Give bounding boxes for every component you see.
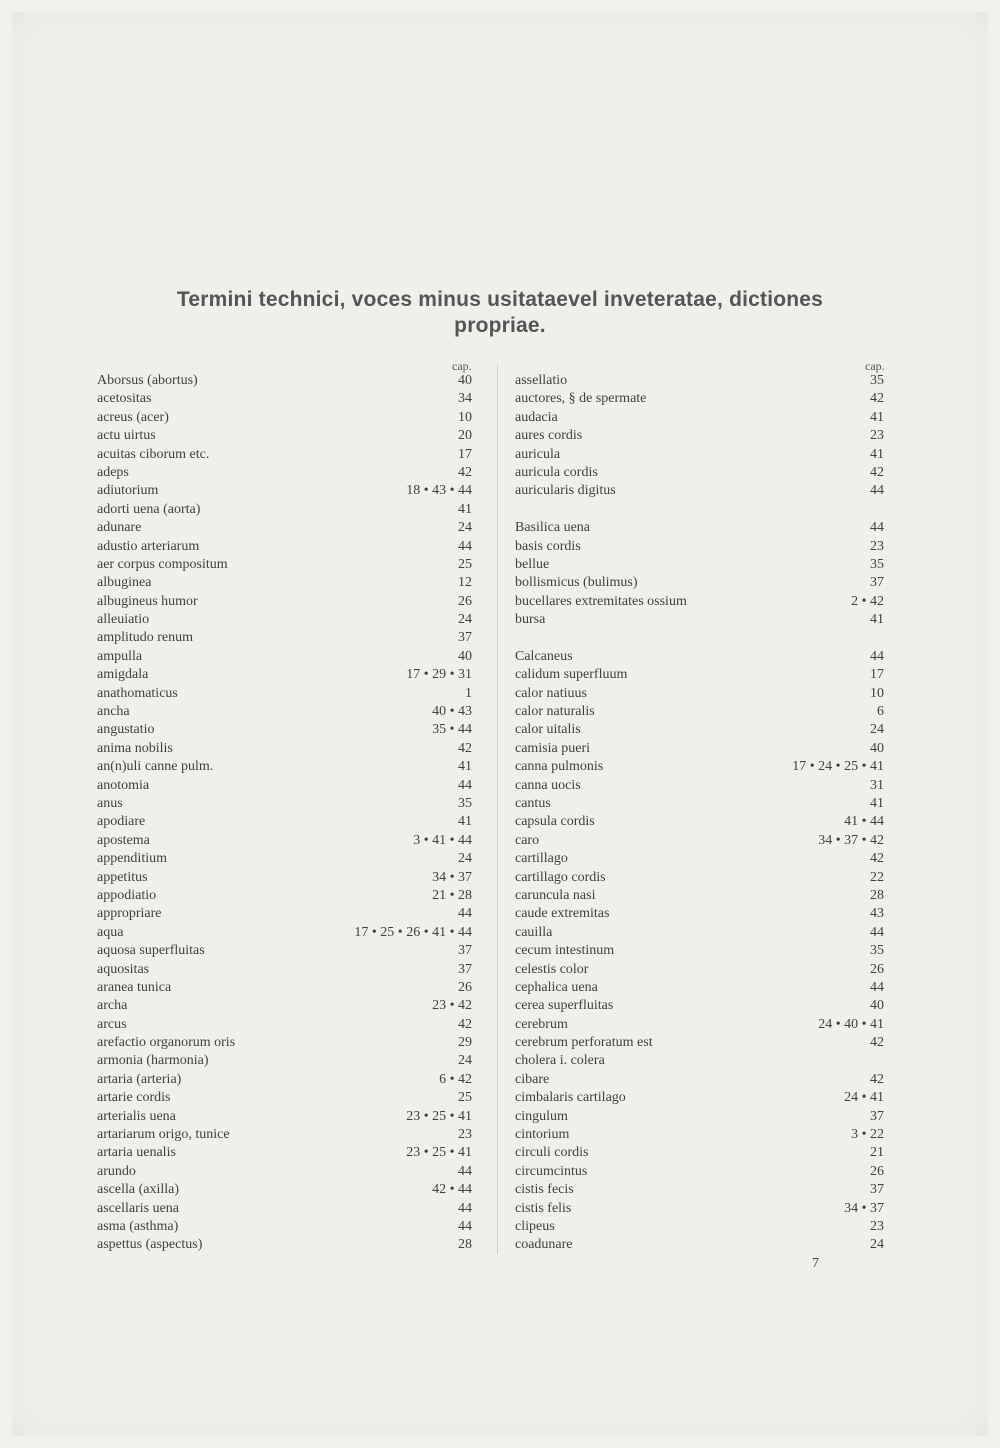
index-term: amigdala: [97, 667, 149, 683]
index-chapter-refs: 26: [458, 979, 472, 995]
index-chapter-refs: 23 • 42: [432, 998, 472, 1014]
index-entry: [97, 905, 472, 923]
index-chapter-refs: 17 • 29 • 31: [406, 667, 472, 683]
index-entry: [97, 832, 472, 850]
index-chapter-refs: 10: [870, 685, 884, 701]
index-entry: [515, 758, 884, 776]
index-chapter-refs: 35 • 44: [432, 722, 472, 738]
index-entry: [97, 574, 472, 592]
index-term: bellue: [515, 556, 550, 572]
index-chapter-refs: 26: [870, 1163, 884, 1179]
index-entry: [97, 777, 472, 795]
index-chapter-refs: 40: [870, 740, 884, 756]
index-term: cistis felis: [515, 1200, 572, 1216]
index-chapter-refs: 17: [458, 446, 472, 462]
index-term: appropriare: [97, 906, 162, 922]
index-entry: [515, 556, 884, 574]
page-number: 7: [812, 1256, 819, 1271]
index-term: bucellares extremitates ossium: [515, 593, 687, 609]
index-entry: [97, 556, 472, 574]
index-entry: [515, 1071, 884, 1089]
index-entry: [515, 832, 884, 850]
index-chapter-refs: 24: [870, 1237, 884, 1253]
index-entry: [97, 887, 472, 905]
index-entry: [515, 1108, 884, 1126]
index-entry: [515, 666, 884, 684]
index-chapter-refs: 28: [870, 887, 884, 903]
index-chapter-refs: 24 • 40 • 41: [818, 1016, 884, 1032]
index-entry: [515, 685, 884, 703]
index-chapter-refs: 35: [870, 556, 884, 572]
index-term: arefactio organorum oris: [97, 1035, 236, 1051]
index-chapter-refs: 37: [458, 943, 472, 959]
index-term: calor naturalis: [515, 704, 595, 720]
index-entry: [515, 409, 884, 427]
index-term: appetitus: [97, 869, 148, 885]
index-term: calor uitalis: [515, 722, 581, 738]
index-entry: [97, 1144, 472, 1162]
index-term: arterialis uena: [97, 1108, 176, 1124]
index-term: auricula cordis: [515, 464, 598, 480]
index-entry: [97, 997, 472, 1015]
index-chapter-refs: 41 • 44: [844, 814, 884, 830]
title-line-1: Termini technici, voces minus usitataevel inveteratae, dictiones: [176, 288, 824, 311]
index-chapter-refs: 37: [870, 575, 884, 591]
index-entry: [515, 850, 884, 868]
index-term: aer corpus compositum: [97, 556, 228, 572]
index-entry: [515, 648, 884, 666]
index-chapter-refs: 23 • 25 • 41: [406, 1108, 472, 1124]
index-term: adorti uena (aorta): [97, 501, 201, 517]
index-chapter-refs: 24: [458, 612, 472, 628]
index-term: auctores, § de spermate: [515, 391, 647, 407]
index-entry: [97, 1016, 472, 1034]
index-entry: [97, 721, 472, 739]
index-entry: [515, 905, 884, 923]
index-term: acuitas ciborum etc.: [97, 446, 210, 462]
index-entry: [515, 1052, 884, 1070]
index-chapter-refs: 40: [458, 648, 472, 664]
index-chapter-refs: 26: [458, 593, 472, 609]
index-term: acetositas: [97, 391, 152, 407]
index-term: cintorium: [515, 1127, 570, 1143]
index-term: ancha: [97, 704, 130, 720]
index-entry: [515, 1089, 884, 1107]
index-chapter-refs: 37: [458, 961, 472, 977]
index-chapter-refs: 44: [870, 483, 884, 499]
index-term: cholera i. colera: [515, 1053, 605, 1069]
index-term: artaria (arteria): [97, 1071, 182, 1087]
index-entry: [515, 1034, 884, 1052]
index-entry: [97, 519, 472, 537]
column-divider: [497, 364, 498, 1254]
index-chapter-refs: 44: [458, 777, 472, 793]
index-term: artarie cordis: [97, 1090, 171, 1106]
index-term: camisia pueri: [515, 740, 591, 756]
index-entry: [515, 1163, 884, 1181]
index-term: apodiare: [97, 814, 146, 830]
index-entry: [97, 611, 472, 629]
index-chapter-refs: 41: [458, 814, 472, 830]
index-chapter-refs: 12: [458, 575, 472, 591]
index-entry: [97, 740, 472, 758]
index-term: aquositas: [97, 961, 150, 977]
index-term: cimbalaris cartilago: [515, 1090, 626, 1106]
index-chapter-refs: 23: [870, 428, 884, 444]
index-chapter-refs: 44: [458, 1200, 472, 1216]
index-term: bollismicus (bulimus): [515, 575, 638, 591]
index-term: anima nobilis: [97, 740, 173, 756]
index-chapter-refs: 34 • 37: [432, 869, 472, 885]
index-entry: [515, 942, 884, 960]
index-term: bursa: [515, 612, 546, 628]
index-entry: [97, 942, 472, 960]
index-chapter-refs: 2 • 42: [851, 593, 884, 609]
index-entry: [97, 1163, 472, 1181]
index-term: angustatio: [97, 722, 155, 738]
index-term: aspettus (aspectus): [97, 1237, 203, 1253]
index-entry: [515, 795, 884, 813]
index-chapter-refs: 44: [458, 1163, 472, 1179]
index-chapter-refs: 41: [870, 446, 884, 462]
index-term: cerea superfluitas: [515, 998, 614, 1014]
index-entry: [515, 1200, 884, 1218]
index-term: alleuiatio: [97, 612, 150, 628]
index-entry: [515, 1236, 884, 1254]
index-entry: [97, 1126, 472, 1144]
index-term: archa: [97, 998, 128, 1014]
index-entry: [97, 409, 472, 427]
index-chapter-refs: 24: [458, 851, 472, 867]
index-term: Basilica uena: [515, 520, 591, 536]
index-entry: [97, 1071, 472, 1089]
index-chapter-refs: 35: [870, 373, 884, 388]
index-entry: [515, 446, 884, 464]
index-chapter-refs: 23: [870, 1218, 884, 1234]
index-entry: [97, 482, 472, 500]
index-chapter-refs: 42: [870, 391, 884, 407]
index-chapter-refs: 34 • 37: [844, 1200, 884, 1216]
index-chapter-refs: 42: [870, 464, 884, 480]
index-chapter-refs: 37: [870, 1182, 884, 1198]
index-term: adiutorium: [97, 483, 159, 499]
index-entry: [515, 1016, 884, 1034]
index-term: cauilla: [515, 924, 553, 940]
index-term: Calcaneus: [515, 648, 573, 664]
index-term: appenditium: [97, 851, 167, 867]
index-chapter-refs: 23: [870, 538, 884, 554]
index-chapter-refs: 41: [458, 759, 472, 775]
index-term: asma (asthma): [97, 1218, 179, 1234]
index-chapter-refs: 23 • 25 • 41: [406, 1145, 472, 1161]
index-chapter-refs: 3 • 41 • 44: [413, 832, 472, 848]
index-term: actu uirtus: [97, 428, 156, 444]
index-chapter-refs: 24 • 41: [844, 1090, 884, 1106]
index-entry: [97, 1089, 472, 1107]
index-entry: [515, 538, 884, 556]
index-entry: [515, 1181, 884, 1199]
index-entry: [97, 1218, 472, 1236]
index-term: armonia (harmonia): [97, 1053, 209, 1069]
index-chapter-refs: 37: [458, 630, 472, 646]
index-entry: [515, 464, 884, 482]
index-entry: [97, 666, 472, 684]
index-entry: [97, 813, 472, 831]
index-entry: [97, 703, 472, 721]
index-term: ascella (axilla): [97, 1182, 180, 1198]
index-term: auricularis digitus: [515, 483, 616, 499]
index-term: aquosa superfluitas: [97, 943, 205, 959]
index-entry: [97, 1200, 472, 1218]
index-chapter-refs: 34: [458, 391, 472, 407]
index-entry: [515, 519, 884, 537]
index-chapter-refs: 43: [870, 906, 884, 922]
index-entry: [515, 1218, 884, 1236]
index-chapter-refs: 40 • 43: [432, 704, 472, 720]
index-entry: [97, 869, 472, 887]
index-entry: [515, 427, 884, 445]
index-chapter-refs: 24: [458, 520, 472, 536]
index-chapter-refs: 40: [458, 373, 472, 388]
index-chapter-refs: 29: [458, 1035, 472, 1051]
index-term: aures cordis: [515, 428, 583, 444]
index-chapter-refs: 44: [870, 924, 884, 940]
index-chapter-refs: 41: [870, 795, 884, 811]
index-entry: [97, 924, 472, 942]
index-chapter-refs: 26: [870, 961, 884, 977]
index-entry: [97, 1236, 472, 1254]
title-line-2: propriae.: [454, 314, 546, 337]
index-term: aranea tunica: [97, 979, 172, 995]
index-chapter-refs: 21 • 28: [432, 887, 472, 903]
index-term: caruncula nasi: [515, 887, 596, 903]
index-entry: [515, 813, 884, 831]
index-term: cephalica uena: [515, 979, 598, 995]
index-term: artaria uenalis: [97, 1145, 176, 1161]
index-chapter-refs: 18 • 43 • 44: [406, 483, 472, 499]
index-entry: [97, 629, 472, 647]
index-term: adustio arteriarum: [97, 538, 200, 554]
page-title: [0, 287, 1000, 339]
index-term: auricula: [515, 446, 561, 462]
index-chapter-refs: 35: [870, 943, 884, 959]
index-term: cartillago cordis: [515, 869, 606, 885]
index-term: cerebrum: [515, 1016, 568, 1032]
index-entry: [515, 740, 884, 758]
index-term: adunare: [97, 520, 142, 536]
index-term: adeps: [97, 464, 129, 480]
left-column-header: cap.: [452, 359, 472, 373]
index-entry: [97, 758, 472, 776]
index-term: circuli cordis: [515, 1145, 589, 1161]
index-chapter-refs: 42: [458, 1016, 472, 1032]
index-entry: [515, 869, 884, 887]
index-term: cantus: [515, 795, 551, 811]
index-term: acreus (acer): [97, 409, 169, 425]
index-chapter-refs: 28: [458, 1237, 472, 1253]
index-entry: [515, 961, 884, 979]
index-entry: [97, 372, 472, 390]
index-term: albugineus humor: [97, 593, 198, 609]
left-index-column: [97, 372, 472, 1255]
index-term: appodiatio: [97, 887, 157, 903]
index-entry: [97, 685, 472, 703]
index-entry: [515, 1144, 884, 1162]
right-column-header: cap.: [865, 359, 885, 373]
index-chapter-refs: 35: [458, 795, 472, 811]
index-term: cerebrum perforatum est: [515, 1035, 653, 1051]
index-term: calidum superfluum: [515, 667, 628, 683]
index-chapter-refs: 24: [870, 722, 884, 738]
index-entry: [515, 777, 884, 795]
index-term: aqua: [97, 924, 124, 940]
index-term: ampulla: [97, 648, 143, 664]
index-chapter-refs: 42: [458, 464, 472, 480]
index-term: cartillago: [515, 851, 568, 867]
index-entry: [97, 1052, 472, 1070]
index-entry: [97, 464, 472, 482]
index-chapter-refs: 42: [870, 1035, 884, 1051]
index-entry: [97, 1181, 472, 1199]
index-chapter-refs: 41: [870, 409, 884, 425]
index-term: cistis fecis: [515, 1182, 574, 1198]
index-entry: [97, 795, 472, 813]
index-entry: [515, 574, 884, 592]
index-chapter-refs: 17 • 25 • 26 • 41 • 44: [354, 924, 472, 940]
index-entry: [97, 961, 472, 979]
index-entry: [515, 482, 884, 500]
index-chapter-refs: 24: [458, 1053, 472, 1069]
index-entry: [515, 997, 884, 1015]
index-term: coadunare: [515, 1237, 573, 1253]
index-chapter-refs: 21: [870, 1145, 884, 1161]
index-term: calor natiuus: [515, 685, 587, 701]
index-term: cibare: [515, 1071, 550, 1087]
index-entry: [97, 1034, 472, 1052]
index-term: amplitudo renum: [97, 630, 194, 646]
index-term: capsula cordis: [515, 814, 595, 830]
index-term: apostema: [97, 832, 150, 848]
index-chapter-refs: 25: [458, 1090, 472, 1106]
index-entry: [97, 979, 472, 997]
index-chapter-refs: 17 • 24 • 25 • 41: [792, 759, 884, 775]
index-term: arcus: [97, 1016, 127, 1032]
index-term: albuginea: [97, 575, 152, 591]
index-chapter-refs: 25: [458, 556, 472, 572]
index-entry: [515, 887, 884, 905]
index-chapter-refs: 40: [870, 998, 884, 1014]
index-chapter-refs: 44: [870, 520, 884, 536]
index-chapter-refs: 31: [870, 777, 884, 793]
index-chapter-refs: 44: [870, 979, 884, 995]
index-entry: [515, 372, 884, 390]
index-chapter-refs: 42: [870, 1071, 884, 1087]
index-entry: [97, 446, 472, 464]
index-term: canna uocis: [515, 777, 581, 793]
index-entry: [515, 611, 884, 629]
index-chapter-refs: 17: [870, 667, 884, 683]
index-term: caude extremitas: [515, 906, 610, 922]
index-chapter-refs: 22: [870, 869, 884, 885]
index-chapter-refs: 1: [465, 685, 472, 701]
index-chapter-refs: 6 • 42: [439, 1071, 472, 1087]
index-term: assellatio: [515, 373, 568, 388]
index-chapter-refs: 20: [458, 428, 472, 444]
index-entry: [515, 501, 884, 519]
right-index-column: [515, 372, 884, 1255]
index-chapter-refs: 44: [458, 1218, 472, 1234]
index-entry: [515, 390, 884, 408]
index-term: anus: [97, 795, 123, 811]
index-entry: [515, 1126, 884, 1144]
index-entry: [515, 593, 884, 611]
index-chapter-refs: 37: [870, 1108, 884, 1124]
index-term: an(n)uli canne pulm.: [97, 759, 214, 775]
index-chapter-refs: 42: [870, 851, 884, 867]
index-entry: [515, 979, 884, 997]
index-term: basis cordis: [515, 538, 581, 554]
index-chapter-refs: 44: [870, 648, 884, 664]
index-term: arundo: [97, 1163, 136, 1179]
index-entry: [97, 538, 472, 556]
index-term: caro: [515, 832, 540, 848]
index-entry: [97, 427, 472, 445]
index-entry: [97, 850, 472, 868]
index-chapter-refs: 3 • 22: [851, 1127, 884, 1143]
index-chapter-refs: 41: [870, 612, 884, 628]
index-entry: [97, 648, 472, 666]
index-term: clipeus: [515, 1218, 555, 1234]
index-entry: [515, 721, 884, 739]
index-chapter-refs: 42: [458, 740, 472, 756]
index-term: cecum intestinum: [515, 943, 615, 959]
index-term: celestis color: [515, 961, 589, 977]
index-chapter-refs: 41: [458, 501, 472, 517]
index-term: circumcintus: [515, 1163, 588, 1179]
index-term: artariarum origo, tunice: [97, 1127, 230, 1143]
index-entry: [97, 390, 472, 408]
index-chapter-refs: 44: [458, 538, 472, 554]
index-entry: [97, 501, 472, 519]
index-term: audacia: [515, 409, 558, 425]
index-entry: [97, 1108, 472, 1126]
index-chapter-refs: 10: [458, 409, 472, 425]
index-term: anathomaticus: [97, 685, 178, 701]
index-term: cingulum: [515, 1108, 568, 1124]
index-chapter-refs: 6: [877, 704, 884, 720]
index-chapter-refs: 42 • 44: [432, 1182, 472, 1198]
index-term: anotomia: [97, 777, 150, 793]
index-entry: [515, 629, 884, 647]
index-entry: [515, 924, 884, 942]
index-chapter-refs: 34 • 37 • 42: [818, 832, 884, 848]
index-term: Aborsus (abortus): [97, 373, 198, 388]
index-chapter-refs: 23: [458, 1127, 472, 1143]
index-entry: [97, 593, 472, 611]
index-chapter-refs: 44: [458, 906, 472, 922]
index-term: canna pulmonis: [515, 759, 604, 775]
index-term: ascellaris uena: [97, 1200, 180, 1216]
index-entry: [515, 703, 884, 721]
